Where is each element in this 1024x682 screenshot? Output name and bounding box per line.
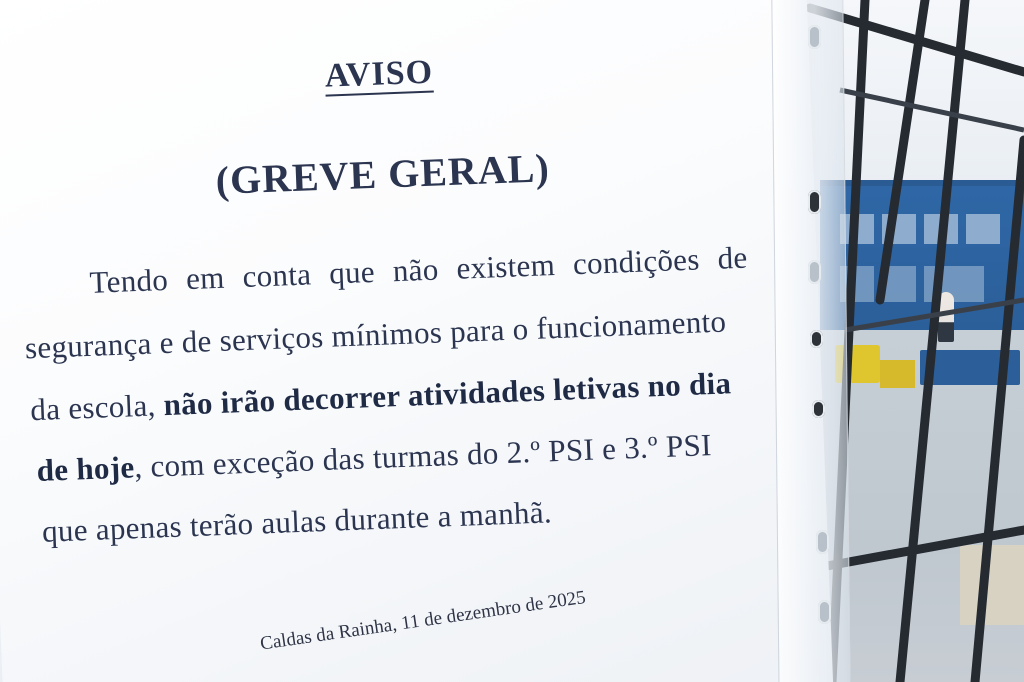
notice-subtitle: (GREVE GERAL) [214, 145, 551, 203]
notice-line-3 [29, 365, 732, 428]
punch-hole-icon [812, 400, 825, 418]
punch-hole-icon [808, 190, 821, 214]
notice-line-5: que apenas terão aulas durante a manhã. [41, 494, 553, 549]
notice-line-2: segurança e de serviços mínimos para o funcionamento [24, 303, 727, 366]
notice-line-1: Tendo em conta que não existem condições de [88, 239, 749, 300]
building-window [882, 266, 916, 302]
notice-signature: Caldas da Rainha, 11 de dezembro de 2025 [258, 586, 588, 655]
building-window [924, 266, 984, 302]
punch-hole-icon [808, 25, 821, 49]
building-window [882, 214, 916, 244]
blue-bench [920, 350, 1020, 385]
building-window [924, 214, 958, 244]
notice-line-4 [36, 427, 713, 489]
notice-line-4-bold: de hoje [36, 449, 136, 489]
notice-line-3-bold: não irão decorrer atividades letivas no dia [162, 365, 732, 423]
building-window [966, 214, 1000, 244]
punch-hole-icon [816, 530, 829, 554]
notice-line-4-post: , com exceção das turmas do 2.º PSI e 3.º PSI [133, 427, 713, 485]
notice-line-3-pre: da escola, [29, 387, 165, 428]
punch-hole-icon [810, 330, 823, 348]
notice-title: AVISO [324, 53, 434, 95]
punch-hole-icon [818, 600, 831, 624]
person-figure [938, 292, 954, 342]
school-building [820, 180, 1024, 346]
planter [960, 545, 1024, 625]
punch-hole-icon [808, 260, 821, 284]
